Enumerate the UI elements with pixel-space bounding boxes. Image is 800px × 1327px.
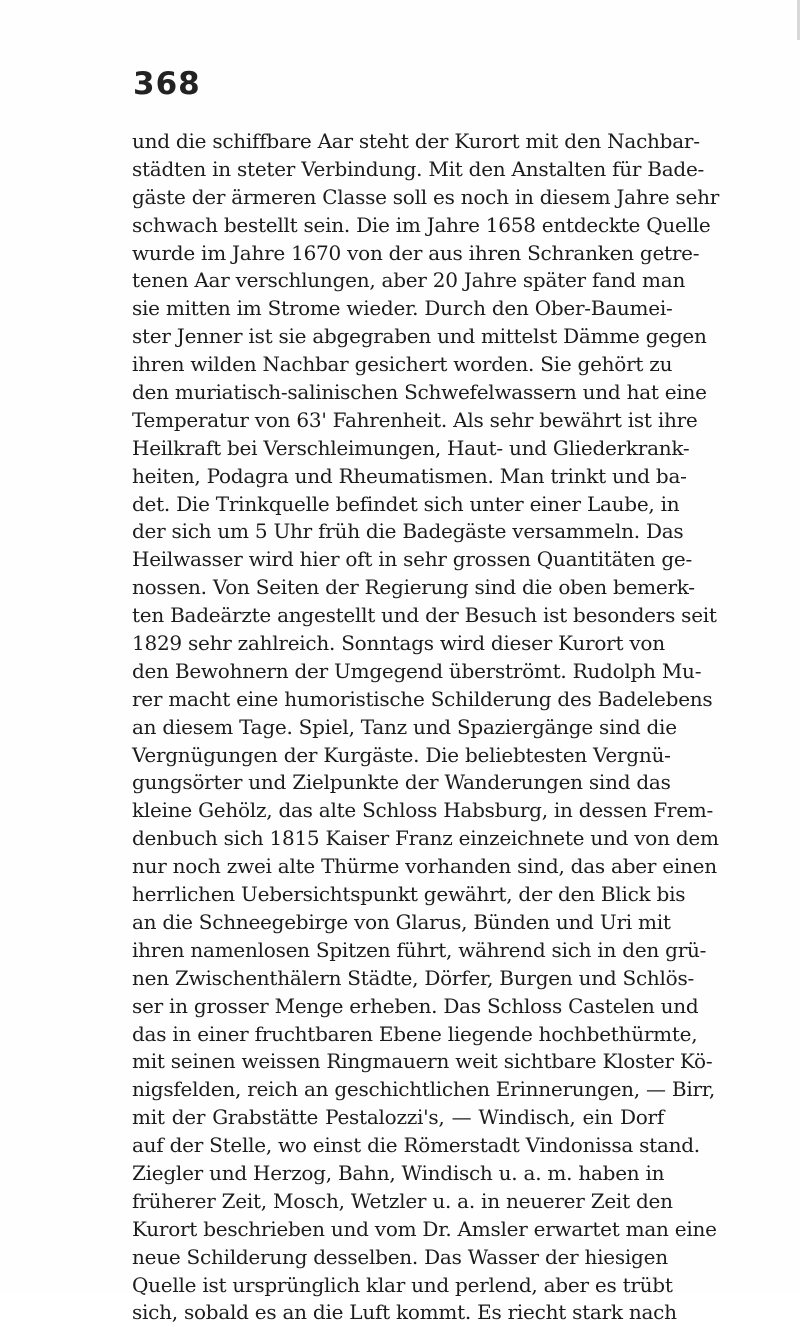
text-line: denbuch sich 1815 Kaiser Franz einzeichnete und von dem [132, 826, 719, 851]
text-line: kleine Gehölz, das alte Schloss Habsburg, in dessen Frem- [132, 798, 714, 823]
text-line: nen Zwischenthälern Städte, Dörfer, Burgen und Schlös- [132, 965, 694, 990]
text-line: heiten, Podagra und Rheumatismen. Man trinkt und ba- [132, 463, 687, 488]
text-line: 1829 sehr zahlreich. Sonntags wird dieser Kurort von [132, 631, 665, 656]
text-line: wurde im Jahre 1670 von der aus ihren Schranken getre- [132, 240, 700, 265]
text-line: städten in steter Verbindung. Mit den Anstalten für Bade- [132, 156, 705, 181]
text-line: neue Schilderung desselben. Das Wasser der hiesigen [132, 1244, 668, 1269]
text-line: ser in grosser Menge erheben. Das Schloss Castelen und [132, 993, 699, 1018]
text-line: gäste der ärmeren Classe soll es noch in diesem Jahre sehr [132, 184, 720, 209]
text-line: an die Schneegebirge von Glarus, Bünden und Uri mit [132, 909, 671, 934]
text-line: Ziegler und Herzog, Bahn, Windisch u. a. m. haben in [132, 1160, 665, 1185]
text-line: Kurort beschrieben und vom Dr. Amsler erwartet man eine [132, 1216, 717, 1241]
text-line: den muriatisch-salinischen Schwefelwassern und hat eine [132, 380, 707, 405]
text-line: Heilwasser wird hier oft in sehr grossen Quantitäten ge- [132, 547, 693, 572]
text-line: und die schiffbare Aar steht der Kurort mit den Nachbar- [132, 129, 700, 153]
text-line: ster Jenner ist sie abgegraben und mittelst Dämme gegen [132, 324, 707, 349]
text-line: rer macht eine humoristische Schilderung des Badelebens [132, 686, 713, 711]
text-line: nossen. Von Seiten der Regierung sind die oben bemerk- [132, 575, 695, 600]
text-line: tenen Aar verschlungen, aber 20 Jahre später fand man [132, 268, 686, 293]
text-line: Vergnügungen der Kurgäste. Die beliebtesten Vergnü- [132, 742, 671, 767]
text-line: der sich um 5 Uhr früh die Badegäste versammeln. Das [132, 519, 684, 544]
text-line: sie mitten im Strome wieder. Durch den Ober-Baumei- [132, 296, 673, 321]
text-line: an diesem Tage. Spiel, Tanz und Spaziergänge sind die [132, 714, 677, 739]
text-line: nigsfelden, reich an geschichtlichen Erinnerungen, — Birr, [132, 1077, 715, 1102]
text-line: nur noch zwei alte Thürme vorhanden sind, das aber einen [132, 854, 717, 879]
text-line: gungsörter und Zielpunkte der Wanderungen sind das [132, 770, 671, 795]
page-number: 368 [133, 66, 201, 102]
text-line: auf der Stelle, wo einst die Römerstadt Vindonissa stand. [132, 1133, 700, 1158]
text-line: ihren wilden Nachbar gesichert worden. Sie gehört zu [132, 352, 673, 377]
text-line: mit seinen weissen Ringmauern weit sichtbare Kloster Kö- [132, 1049, 713, 1074]
text-line: früherer Zeit, Mosch, Wetzler u. a. in neuerer Zeit den [132, 1188, 673, 1213]
text-line: das in einer fruchtbaren Ebene liegende hochbethürmte, [132, 1021, 698, 1046]
text-line: den Bewohnern der Umgegend überströmt. Rudolph Mu- [132, 658, 702, 683]
body-text [132, 128, 720, 1327]
text-line: sich, sobald es an die Luft kommt. Es riecht stark nach [132, 1300, 677, 1325]
text-line: Temperatur von 63' Fahrenheit. Als sehr bewährt ist ihre [132, 407, 698, 432]
text-line: ihren namenlosen Spitzen führt, während sich in den grü- [132, 937, 707, 962]
text-line: schwach bestellt sein. Die im Jahre 1658 entdeckte Quelle [132, 212, 711, 237]
text-line: det. Die Trinkquelle befindet sich unter einer Laube, in [132, 491, 680, 516]
text-line: herrlichen Uebersichtspunkt gewährt, der den Blick bis [132, 882, 686, 907]
text-line: ten Badeärzte angestellt und der Besuch ist besonders seit [132, 603, 717, 628]
text-line: Heilkraft bei Verschleimungen, Haut- und Gliederkrank- [132, 435, 690, 460]
text-line: mit der Grabstätte Pestalozzi's, — Windisch, ein Dorf [132, 1105, 664, 1130]
text-line: Quelle ist ursprünglich klar und perlend, aber es trübt [132, 1272, 673, 1297]
